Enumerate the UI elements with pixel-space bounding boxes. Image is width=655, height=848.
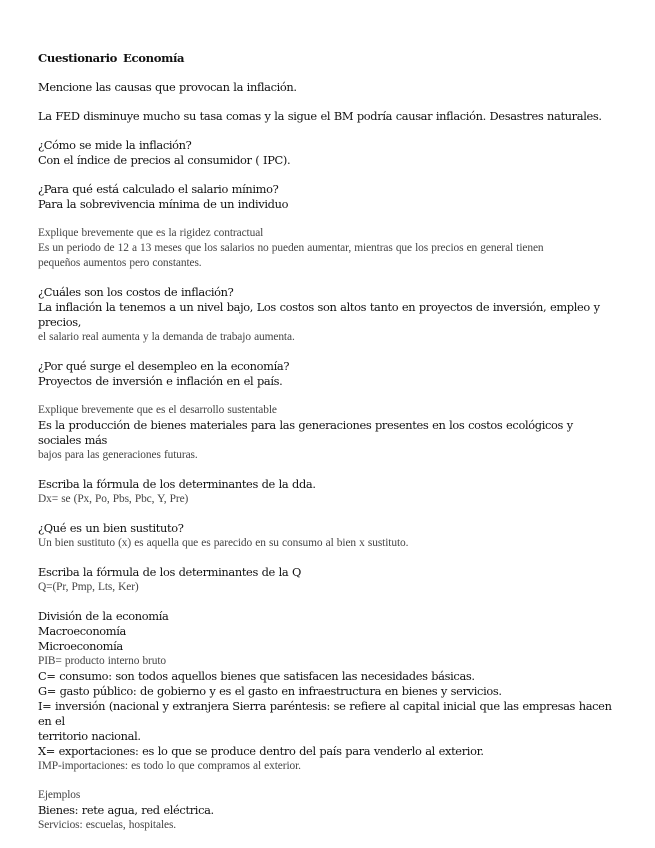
division-importaciones: IMP-importaciones: es todo lo que compramos al exterior. [38, 760, 301, 772]
answer-4-line-1: Es un periodo de 12 a 13 meses que los salarios no pueden aumentar, mientras que los precios en general tienen [38, 242, 544, 254]
examples-bienes: Bienes: rete agua, red eléctrica. [38, 803, 214, 817]
division-micro: Microeconomía [38, 639, 123, 653]
question-block-5 [38, 285, 615, 345]
answer-3: Para la sobrevivencia mínima de un individuo [38, 197, 289, 211]
question-block-9 [38, 521, 615, 551]
question-8: Escriba la fórmula de los determinantes de la dda. [38, 477, 316, 491]
division-consumo: C= consumo: son todos aquellos bienes que satisfacen las necesidades básicas. [38, 669, 475, 683]
title-part-2: Economía [123, 51, 185, 65]
division-inversion-line-2: territorio nacional. [38, 729, 141, 743]
answer-10: Q=(Pr, Pmp, Lts, Ker) [38, 581, 139, 593]
answer-block-1 [38, 109, 615, 124]
answer-7-line-1: Es la producción de bienes materiales para las generaciones presentes en los costos ecológicos y sociales más [38, 418, 573, 447]
question-4: Explique brevemente que es la rigidez contractual [38, 227, 264, 239]
examples-heading: Ejemplos [38, 789, 81, 801]
division-macro: Macroeconomía [38, 624, 126, 638]
examples-servicios: Servicios: escuelas, hospitales. [38, 819, 177, 831]
question-block-1 [38, 80, 615, 95]
answer-9: Un bien sustituto (x) es aquella que es parecido en su consumo al bien x sustituto. [38, 537, 409, 549]
answer-4-line-2: pequeños aumentos pero constantes. [38, 257, 202, 269]
question-5: ¿Cuáles son los costos de inflación? [38, 285, 234, 299]
question-block-2 [38, 138, 615, 168]
document-title [38, 51, 615, 66]
question-2: ¿Cómo se mide la inflación? [38, 138, 192, 152]
division-exportaciones: X= exportaciones: es lo que se produce dentro del país para venderlo al exterior. [38, 744, 484, 758]
question-block-6 [38, 359, 615, 389]
answer-2: Con el índice de precios al consumidor ( IPC). [38, 153, 291, 167]
answer-5-line-2: el salario real aumenta y la demanda de trabajo aumenta. [38, 331, 295, 343]
division-gasto: G= gasto público: de gobierno y es el gasto en infraestructura en bienes y servicios. [38, 684, 502, 698]
question-10: Escriba la fórmula de los determinantes de la Q [38, 565, 302, 579]
question-1: Mencione las causas que provocan la inflación. [38, 80, 297, 94]
answer-6: Proyectos de inversión e inflación en el país. [38, 374, 283, 388]
division-block [38, 609, 615, 774]
title-part-1: Cuestionario [38, 51, 118, 65]
division-inversion-line-1: I= inversión (nacional y extranjera Sierra paréntesis: se refiere al capital inicial que las empresas hacen en el [38, 699, 612, 728]
question-block-4 [38, 226, 615, 271]
question-block-7 [38, 403, 615, 463]
question-6: ¿Por qué surge el desempleo en la economía? [38, 359, 290, 373]
division-pib: PIB= producto interno bruto [38, 655, 166, 667]
question-7: Explique brevemente que es el desarrollo sustentable [38, 404, 277, 416]
question-3: ¿Para qué está calculado el salario mínimo? [38, 182, 279, 196]
answer-1: La FED disminuye mucho su tasa comas y la sigue el BM podría causar inflación. Desastres naturales. [38, 109, 602, 123]
question-block-3 [38, 182, 615, 212]
answer-7-line-2: bajos para las generaciones futuras. [38, 449, 198, 461]
answer-8: Dx= se (Px, Po, Pbs, Pbc, Y, Pre) [38, 493, 189, 505]
question-block-10 [38, 565, 615, 595]
question-block-8 [38, 477, 615, 507]
examples-block [38, 788, 615, 833]
division-heading: División de la economía [38, 609, 169, 623]
answer-5-line-1: La inflación la tenemos a un nivel bajo, Los costos son altos tanto en proyectos de inversión, empleo y precios, [38, 300, 600, 329]
question-9: ¿Qué es un bien sustituto? [38, 521, 184, 535]
